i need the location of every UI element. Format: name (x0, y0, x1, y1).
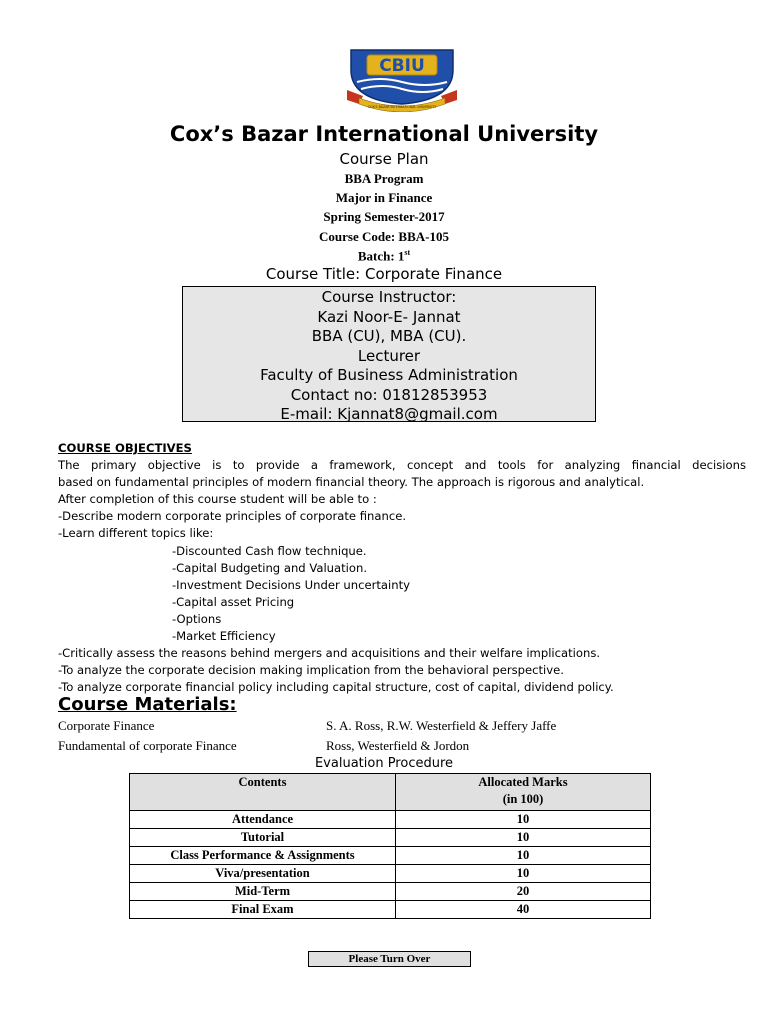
material-title: Corporate Finance (58, 718, 155, 733)
topic-item: -Market Efficiency (172, 629, 276, 644)
table-row (130, 901, 651, 919)
row-content: Mid-Term (130, 883, 396, 901)
university-name: Cox’s Bazar International University (169, 122, 599, 146)
objectives-paragraph-line2: based on fundamental principles of modern financial theory. The approach is rigorous and analytical. (58, 475, 645, 490)
batch-text: Batch: 1 (357, 248, 405, 264)
please-turn-over-label: Please Turn Over (308, 951, 471, 967)
topic-item: -Discounted Cash flow technique. (172, 543, 367, 558)
evaluation-table (129, 773, 651, 919)
topic-item: -Capital asset Pricing (172, 594, 295, 609)
row-content: Attendance (130, 811, 396, 829)
topic-item: -Capital Budgeting and Valuation. (172, 560, 368, 575)
row-content: Viva/presentation (130, 865, 396, 883)
instructor-box (182, 286, 596, 422)
course-title: Course Title: Corporate Finance (265, 265, 503, 283)
row-content: Tutorial (130, 829, 396, 847)
table-row (130, 883, 651, 901)
objective-goal: -To analyze the corporate decision making implication from the behavioral perspective. (58, 663, 564, 678)
objective-goal: -To analyze corporate financial policy including capital structure, cost of capital, dividend policy. (58, 680, 614, 695)
materials-heading: Course Materials: (58, 694, 237, 715)
course-objectives (58, 440, 746, 696)
objective-describe: -Describe modern corporate principles of corporate finance. (58, 509, 407, 524)
instructor-degrees: BBA (CU), MBA (CU). (311, 327, 467, 345)
topic-item: -Options (172, 611, 222, 626)
table-row (130, 847, 651, 865)
instructor-contact: Contact no: 01812853953 (290, 385, 488, 404)
col-marks-header (396, 774, 651, 811)
table-header-row (130, 774, 651, 811)
batch-ordinal: st (404, 248, 411, 257)
program: BBA Program (344, 171, 424, 186)
row-marks: 40 (396, 901, 651, 919)
col-marks-header-line2: (in 100) (502, 792, 544, 806)
course-code: Course Code: BBA-105 (319, 229, 449, 244)
batch (0, 248, 768, 264)
table-row (130, 865, 651, 883)
material-authors: S. A. Ross, R.W. Westerfield & Jeffery Jaffe (326, 718, 557, 733)
document-type: Course Plan (339, 150, 429, 168)
row-marks: 10 (396, 865, 651, 883)
instructor-heading: Course Instructor: (321, 288, 457, 306)
instructor-faculty: Faculty of Business Administration (260, 366, 518, 384)
instructor-name: Kazi Noor-E- Jannat (317, 307, 461, 326)
objective-learn: -Learn different topics like: (58, 526, 214, 541)
evaluation-heading: Evaluation Procedure (314, 756, 454, 771)
objectives-after: After completion of this course student will be able to : (58, 492, 377, 507)
instructor-email: E-mail: Kjannat8@gmail.com (280, 405, 498, 423)
instructor-position: Lecturer (357, 346, 421, 365)
material-authors: Ross, Westerfield & Jordon (326, 738, 470, 753)
row-marks: 10 (396, 829, 651, 847)
logo-text: CBIU (379, 56, 425, 76)
university-logo (345, 44, 459, 112)
table-row (130, 829, 651, 847)
logo-ribbon-text: COX'S BAZAR INTERNATIONAL UNIVERSITY (367, 105, 437, 109)
objective-goal: -Critically assess the reasons behind mergers and acquisitions and their welfare implications. (58, 646, 601, 661)
table-row (130, 811, 651, 829)
semester: Spring Semester-2017 (323, 209, 445, 224)
major: Major in Finance (335, 190, 433, 205)
col-marks-header-line1: Allocated Marks (478, 775, 568, 789)
col-contents-header: Contents (130, 774, 396, 811)
material-title: Fundamental of corporate Finance (58, 738, 237, 753)
topic-item: -Investment Decisions Under uncertainty (172, 577, 410, 592)
row-marks: 20 (396, 883, 651, 901)
row-marks: 10 (396, 847, 651, 865)
objectives-paragraph-line1: The primary objective is to provide a framework, concept and tools for analyzing financial decisions (58, 458, 746, 473)
objectives-heading: COURSE OBJECTIVES (58, 441, 192, 455)
row-content: Class Performance & Assignments (130, 847, 396, 865)
row-content: Final Exam (130, 901, 396, 919)
row-marks: 10 (396, 811, 651, 829)
